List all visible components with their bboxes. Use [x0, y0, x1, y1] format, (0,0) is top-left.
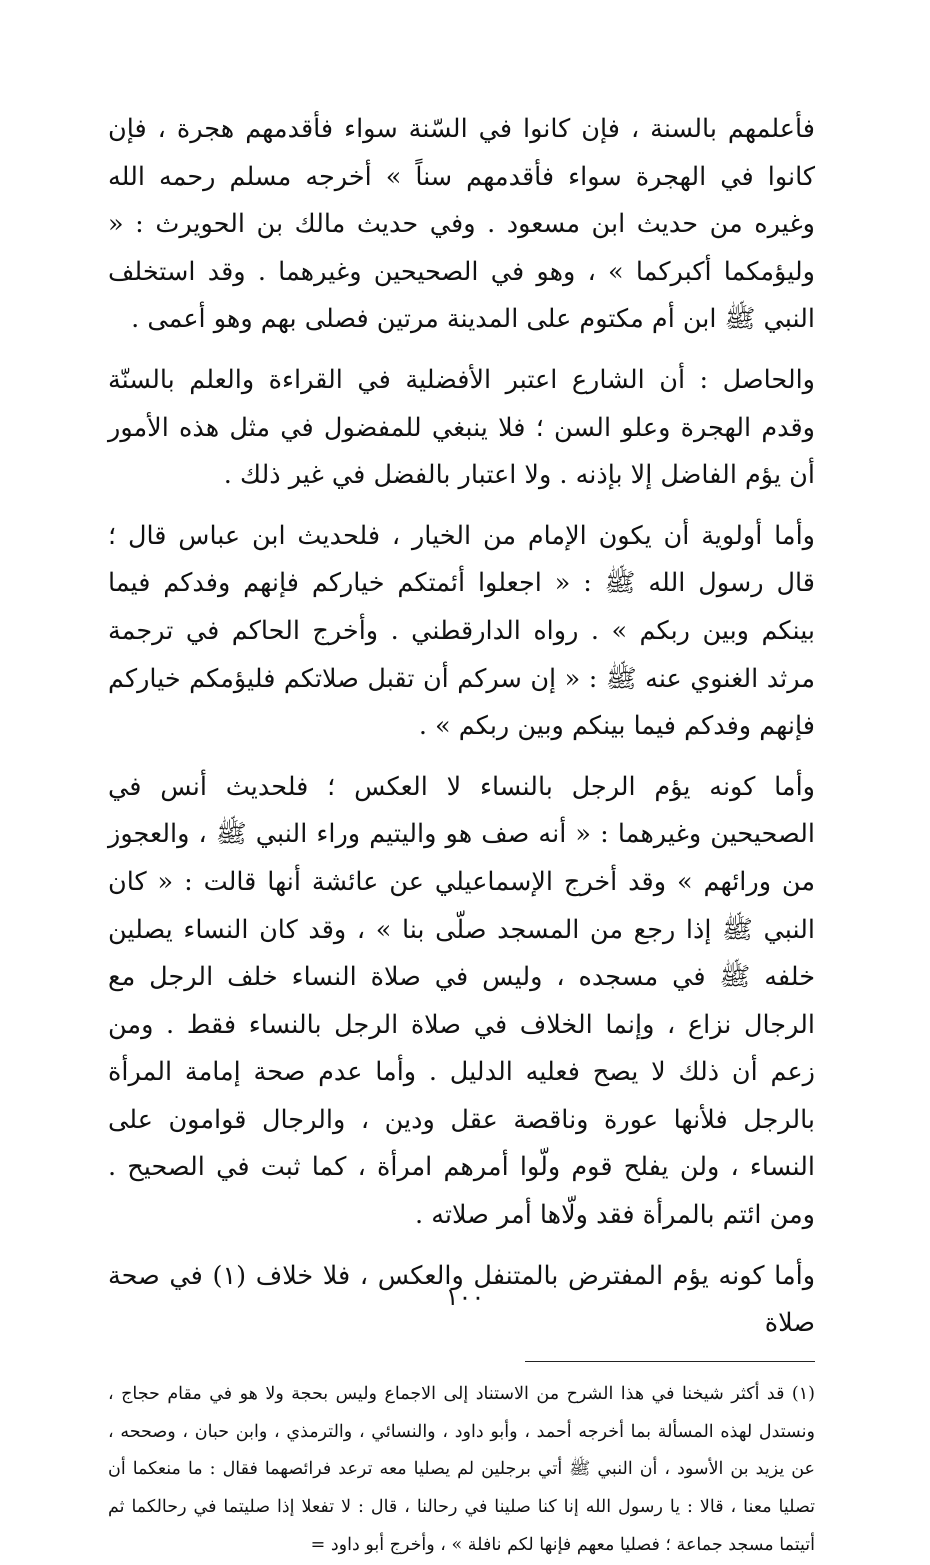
paragraph: وأما كونه يؤم المفترض بالمتنفل والعكس ، فلا خلاف (١) في صحة صلاة	[108, 1260, 816, 1339]
page-number: ١٠٠	[445, 1283, 485, 1311]
footnotes	[108, 1376, 815, 1565]
paragraph: والحاصل : أن الشارع اعتبر الأفضلية في القراءة والعلم بالسنّة وقدم الهجرة وعلو السن ؛ فلا ينبغي للمفضول في مثل هذه الأمور أن يؤم الفاضل إلا بإذنه . ولا اعتبار بالفضل في غير ذلك .	[108, 364, 816, 491]
paragraph: فأعلمهم بالسنة ، فإن كانوا في السّنة سواء فأقدمهم هجرة ، فإن كانوا في الهجرة سواء فأقدمهم سناً » أخرجه مسلم رحمه الله وغيره من حديث ابن مسعود . وفي حديث مالك بن الحويرث : « وليؤمكما أكبركما » ، وهو في الصحيحين وغيرهما . وقد استخلف النبي ﷺ ابن أم مكتوم على المدينة مرتين فصلى بهم وهو أعمى .	[108, 114, 815, 335]
paragraph: وأما كونه يؤم الرجل بالنساء لا العكس ؛ فلحديث أنس في الصحيحين وغيرهما : « أنه صف هو واليتيم وراء النبي ﷺ ، والعجوز من ورائهم » وقد أخرج الإسماعيلي عن عائشة أنها قالت : « كان النبي ﷺ إذا رجع من المسجد صلّى بنا » ، وقد كان النساء يصلين خلفه ﷺ في مسجده ، وليس في صلاة النساء خلف الرجل مع الرجال نزاع ، وإنما الخلاف في صلاة الرجل بالنساء فقط . ومن زعم أن ذلك لا يصح فعليه الدليل . وأما عدم صحة إمامة المرأة بالرجل فلأنها عورة وناقصة عقل ودين ، والرجال قوامون على النساء ، ولن يفلح قوم ولّوا أمرهم امرأة ، كما ثبت في الصحيح . ومن ائتم بالمرأة فقد ولّاها أمر صلاته .	[108, 771, 815, 1231]
paragraph: وأما أولوية أن يكون الإمام من الخيار ، فلحديث ابن عباس قال ؛ قال رسول الله ﷺ : « اجعلوا أئمتكم خياركم فإنهم وفدكم فيما بينكم وبين ربكم » . رواه الدارقطني . وأخرج الحاكم في ترجمة مرثد الغنوي عنه ﷺ : « إن سركم أن تقبل صلاتكم فليؤمكم خياركم فإنهم وفدكم فيما بينكم وبين ربكم » .	[108, 520, 815, 742]
main-text	[108, 106, 815, 1348]
footnote-divider	[525, 1361, 815, 1362]
footnote: (١) قد أكثر شيخنا في هذا الشرح من الاستناد إلى الاجماع وليس بحجة ولا هو في مقام حجاج ، ونستدل لهذه المسألة بما أخرجه أحمد ، وأبو داود ، والنسائي ، والترمذي ، وابن حبان ، وصححه ، عن يزيد بن الأسود ، أن النبي ﷺ أتي برجلين لم يصليا معه ترعد فرائصهما فقال : ما منعكما أن تصليا معنا ، قالا : يا رسول الله إنا كنا صلينا في رحالنا ، قال : لا تفعلا إذا صليتما في رحالكما ثم أتيتما مسجد جماعة ؛ فصليا معهم فإنها لكم نافلة » ، وأخرج أبو داود =	[108, 1383, 815, 1556]
